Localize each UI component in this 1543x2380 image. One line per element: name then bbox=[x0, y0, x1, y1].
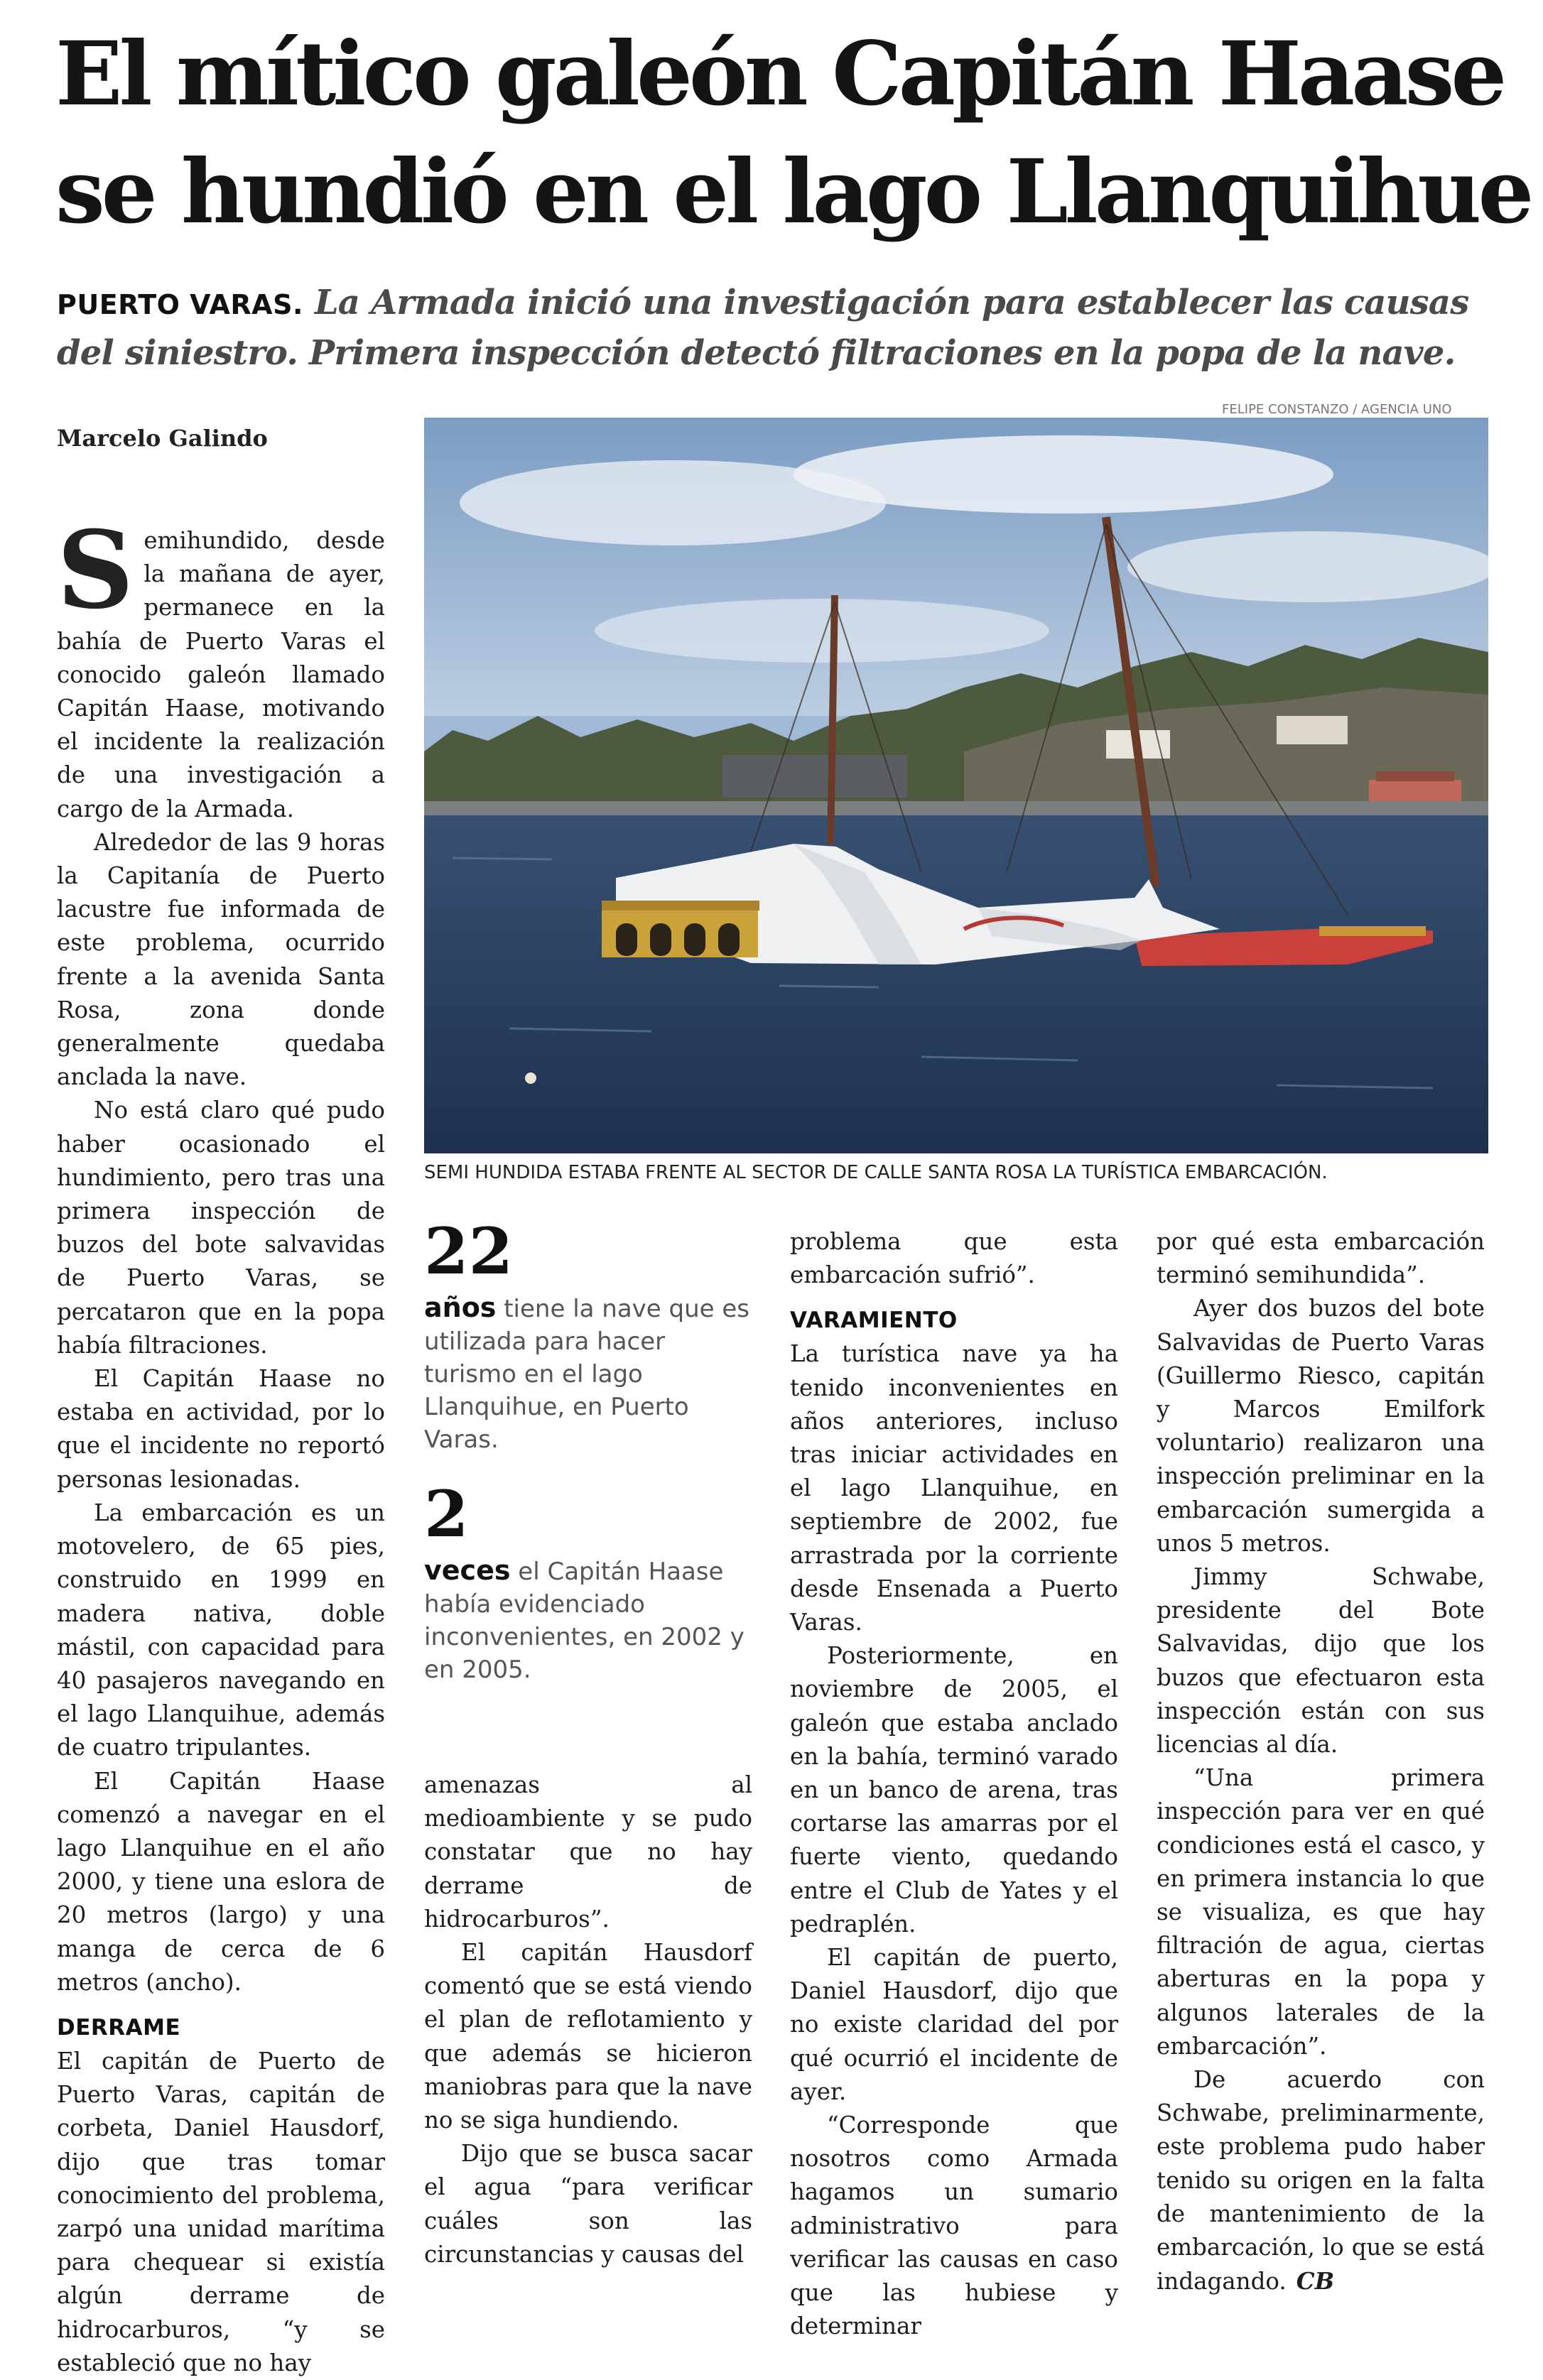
paragraph: El capitán Hausdorf comentó que se está viendo el plan de reflotamiento y que además se hicieron maniobras para que la nave no se siga hundiendo. bbox=[424, 1939, 752, 2134]
paragraph: por qué esta embarcación terminó semihundida”. bbox=[1157, 1228, 1485, 1289]
paragraph: Ayer dos buzos del bote Salvavidas de Puerto Varas (Guillermo Riesco, capitán y Marcos Emilfork voluntario) realizaron una inspección preliminar en la embarcación sumergida a unos 5 metros. bbox=[1157, 1295, 1485, 1557]
paragraph: El Capitán Haase comenzó a navegar en el lago Llanquihue en el año 2000, y tiene una eslora de 20 metros (largo) y una manga de cerca de 6 metros (ancho). bbox=[57, 1767, 385, 1996]
kicker-text: La Armada inició una investigación para establecer las causas del siniestro. Primera inspección detectó filtraciones en la popa de la nave. bbox=[57, 283, 1469, 373]
photo-credit: FELIPE CONSTANZO / AGENCIA UNO bbox=[1222, 402, 1452, 417]
paragraph: No está claro qué pudo haber ocasionado el hundimiento, pero tras una primera inspección de buzos del bote salvavidas de Puerto Varas, se percataron que en la popa había filtraciones. bbox=[57, 1097, 385, 1359]
paragraph: La turística nave ya ha tenido inconvenientes en años anteriores, incluso tras iniciar actividades en el lago Llanquihue, en septiembre de 2002, fue arrastrada por la corriente desde Ensenada a Puerto Varas. bbox=[790, 1340, 1118, 1636]
fact-description: años tiene la nave que es utilizada para hacer turismo en el lago Llanquihue, en Puerto Varas. bbox=[424, 1292, 750, 1454]
galleon-illustration bbox=[424, 418, 1488, 1153]
paragraph: Alrededor de las 9 horas la Capitanía de Puerto lacustre fue informada de este problema, ocurrido frente a la avenida Santa Rosa, zona donde generalmente quedaba anclada la nave. bbox=[57, 828, 385, 1091]
byline: Marcelo Galindo bbox=[57, 425, 268, 452]
paragraph: Semihundido, desde la mañana de ayer, permanece en la bahía de Puerto Varas el conocido galeón llamado Capitán Haase, motivando el incidente la realización de una investigación a cargo de la Armada. bbox=[57, 508, 385, 822]
paragraph: La embarcación es un motovelero, de 65 pies, construido en 1999 en madera nativa, doble mástil, con capacidad para 40 pasajeros navegando en el lago Llanquihue, además de cuatro tripulantes. bbox=[57, 1499, 385, 1761]
paragraph: Jimmy Schwabe, presidente del Bote Salvavidas, dijo que los buzos que efectuaron esta inspección están con sus licencias al día. bbox=[1157, 1563, 1485, 1759]
end-mark: CB bbox=[1296, 2267, 1335, 2295]
kicker-place: PUERTO VARAS. bbox=[57, 289, 303, 320]
fact-number: 2 bbox=[424, 1477, 469, 1552]
fact-box-times bbox=[424, 1479, 758, 1686]
paragraph: El Capitán Haase no estaba en actividad, por lo que el incidente no reportó personas lesionadas. bbox=[57, 1365, 385, 1493]
subheading-varamiento: VARAMIENTO bbox=[790, 1308, 958, 1334]
headline-line-1: El mítico galeón Capitán Haase bbox=[55, 23, 1504, 126]
paragraph: De acuerdo con Schwabe, preliminarmente, este problema pudo haber tenido su origen en la falta de mantenimiento de la embarcación, lo que se está indagando. CB bbox=[1157, 2066, 1485, 2295]
photo-caption: SEMI HUNDIDA ESTABA FRENTE AL SECTOR DE CALLE SANTA ROSA LA TURÍSTICA EMBARCACIÓN. bbox=[424, 1162, 1328, 1183]
article-column-1 bbox=[57, 508, 385, 2380]
headline-line-2: se hundió en el lago Llanquihue bbox=[55, 141, 1531, 244]
paragraph: El capitán de Puerto de Puerto Varas, capitán de corbeta, Daniel Hausdorf, dijo que tras tomar conocimiento del problema, zarpó una unidad marítima para chequear si existía algún derrame de hidrocarburos, “y se estableció que no hay bbox=[57, 2047, 385, 2376]
news-photo bbox=[424, 418, 1488, 1153]
paragraph: “Corresponde que nosotros como Armada hagamos un sumario administrativo para verificar las causas en caso que las hubiese y determinar bbox=[790, 2112, 1118, 2340]
paragraph: El capitán de puerto, Daniel Hausdorf, dijo que no existe claridad del por qué ocurrió el incidente de ayer. bbox=[790, 1944, 1118, 2105]
dropcap: S bbox=[57, 508, 134, 633]
article-column-4 bbox=[1157, 1225, 1485, 2299]
paragraph: amenazas al medioambiente y se pudo constatar que no hay derrame de hidrocarburos”. bbox=[424, 1771, 752, 1933]
article-column-2 bbox=[424, 1768, 752, 2271]
fact-description: veces el Capitán Haase había evidenciado inconvenientes, en 2002 y en 2005. bbox=[424, 1555, 745, 1684]
headline bbox=[55, 16, 1531, 251]
article-column-3 bbox=[790, 1225, 1118, 2344]
paragraph: Dijo que se busca sacar el agua “para verificar cuáles son las circunstancias y causas del bbox=[424, 2140, 752, 2268]
paragraph: “Una primera inspección para ver en qué condiciones está el casco, y en primera instancia lo que se visualiza, es que hay filtración de agua, ciertas aberturas en la popa y algunos laterales de la embarcación”. bbox=[1157, 1764, 1485, 2060]
fore-mast bbox=[830, 595, 835, 844]
paragraph: Posteriormente, en noviembre de 2005, el galeón que estaba anclado en la bahía, terminó varado en un banco de arena, tras cortarse las amarras por el fuerte viento, quedando entre el Club de Yates y el pedraplén. bbox=[790, 1642, 1118, 1938]
fact-box-years bbox=[424, 1216, 758, 1456]
subheading-derrame: DERRAME bbox=[57, 2014, 181, 2041]
paragraph: problema que esta embarcación sufrió”. bbox=[790, 1228, 1118, 1289]
fact-number: 22 bbox=[424, 1214, 514, 1289]
kicker bbox=[57, 278, 1492, 377]
